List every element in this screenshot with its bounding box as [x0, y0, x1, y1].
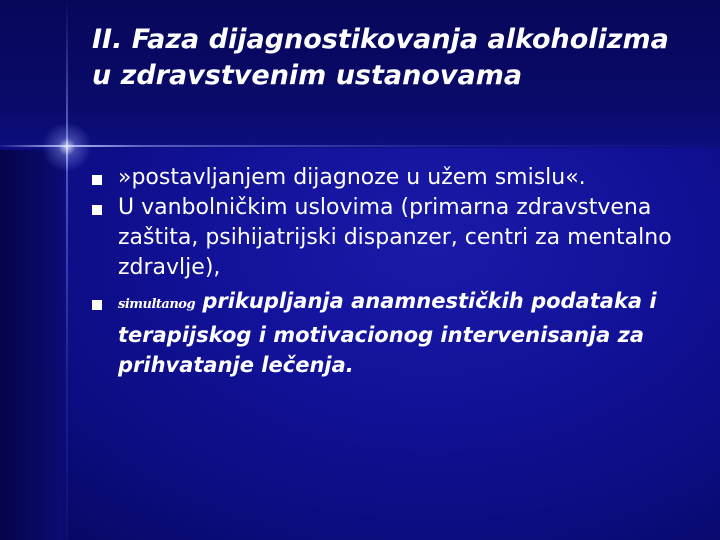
horizontal-accent-line — [0, 145, 720, 147]
bullet-list — [88, 163, 698, 380]
left-band — [0, 150, 68, 540]
bullet-text: prikupljanja anamnestičkih podataka i terapijskog i motivacionog intervenisanja za prihvatanje lečenja. — [118, 289, 657, 377]
square-bullet-icon — [92, 205, 102, 215]
square-bullet-icon — [92, 300, 102, 310]
bullet-text: »postavljanjem dijagnoze u užem smislu«. — [118, 165, 586, 190]
vertical-accent-line — [66, 0, 68, 540]
bullet-item — [88, 193, 698, 283]
bullet-item — [88, 286, 698, 380]
bullet-text: U vanbolničkim uslovima (primarna zdravstvena zaštita, psihijatrijski dispanzer, centri za mentalno zdravlje), — [118, 195, 672, 280]
bullet-item — [88, 163, 698, 193]
bullet-prefix: simultanog — [118, 297, 196, 312]
square-bullet-icon — [92, 175, 102, 185]
slide-title: II. Faza dijagnostikovanja alkoholizma u zdravstvenim ustanovama — [92, 24, 669, 91]
light-flare — [42, 122, 92, 172]
